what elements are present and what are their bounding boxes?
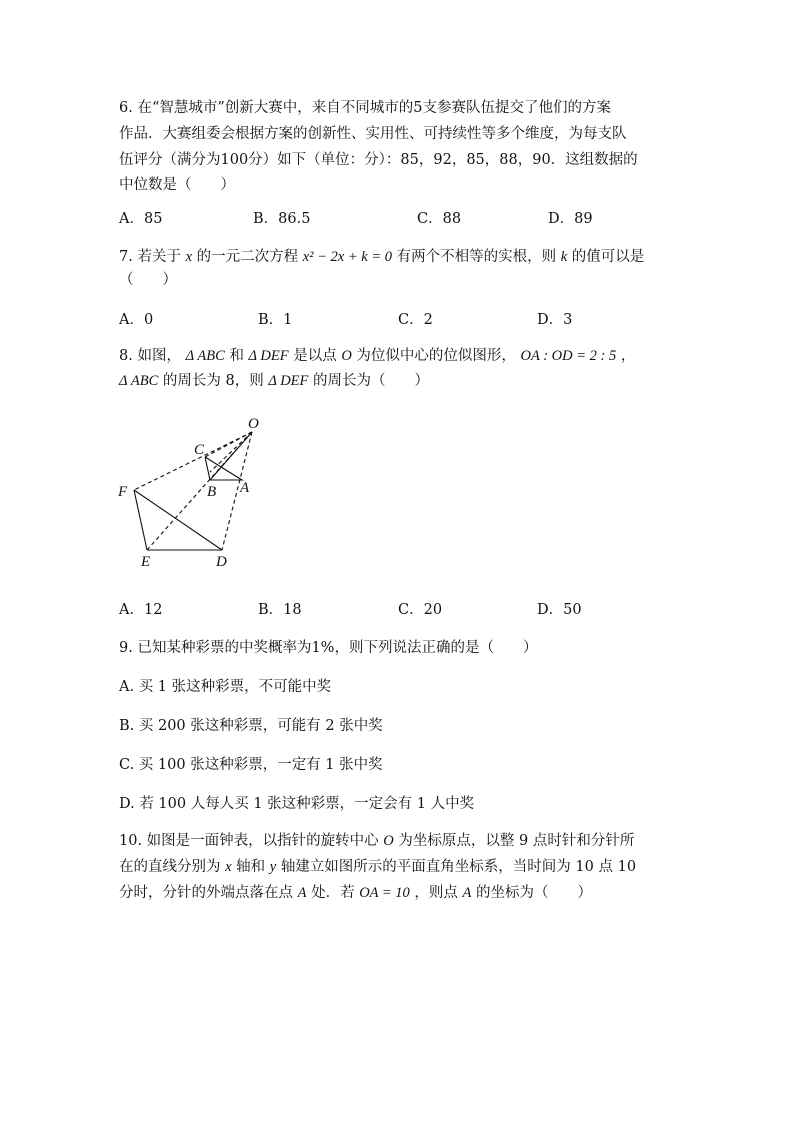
q6-option-b[interactable]: B．86.5	[253, 211, 311, 227]
homothety-figure	[110, 410, 280, 580]
q10-line2-mid: 轴和	[236, 859, 266, 875]
triangle-abc	[205, 457, 242, 480]
q10-line-2	[119, 857, 636, 877]
q7-line-1	[119, 247, 644, 267]
q7-equation: x² − 2x + k = 0	[302, 249, 392, 265]
q7-var-x: x	[185, 249, 192, 265]
q6-line-3: 伍评分（满分为100分）如下（单位：分）：85，92，85，88，90．这组数据的	[119, 152, 638, 168]
q10-point-a: A	[297, 885, 307, 901]
q8-option-d[interactable]: D．50	[537, 602, 582, 618]
q10-text-post: 为坐标原点，以整 9 点时针和分针所	[398, 833, 635, 849]
q8-line2-triangle-abc: Δ ABC	[119, 373, 159, 389]
label-e: E	[141, 554, 151, 570]
label-o: O	[248, 416, 259, 432]
q7-text-end: 的值可以是	[571, 249, 645, 265]
q8-text-mid: 是以点	[293, 348, 337, 364]
q7-text-pre: 7. 若关于	[119, 249, 181, 265]
q8-text-and: 和	[229, 348, 244, 364]
q10-line-1	[119, 831, 634, 851]
label-c: C	[194, 442, 205, 458]
q6-line-4: 中位数是（ ）	[119, 177, 235, 193]
q7-text-post: 有两个不相等的实根，则	[396, 249, 557, 265]
q10-line3-post: ，则点	[414, 885, 458, 901]
q8-line-2	[119, 371, 429, 391]
segment-f-e	[134, 490, 147, 550]
q8-line2-mid: 的周长为 8，则	[162, 373, 264, 389]
q10-line3-end: 的坐标为（ ）	[475, 885, 592, 901]
q6-line-2: 作品．大赛组委会根据方案的创新性、实用性、可持续性等多个维度，为每支队	[119, 126, 627, 142]
q8-option-c[interactable]: C．20	[398, 602, 443, 618]
q10-point-a-2: A	[462, 885, 472, 901]
q10-eq: OA = 10	[359, 885, 410, 901]
label-a: A	[240, 480, 250, 496]
q6-option-c[interactable]: C．88	[417, 211, 462, 227]
label-d: D	[216, 554, 227, 570]
q8-triangle-abc: Δ ABC	[185, 348, 225, 364]
q9-option-b[interactable]: B. 买 200 张这种彩票，可能有 2 张中奖	[119, 718, 383, 734]
q7-option-d[interactable]: D．3	[537, 312, 573, 328]
ray-o-f	[134, 432, 252, 490]
q10-line3-mid: 处．若	[311, 885, 355, 901]
q7-option-c[interactable]: C．2	[398, 312, 433, 328]
q8-line2-triangle-def: Δ DEF	[268, 373, 309, 389]
q9-option-a[interactable]: A. 买 1 张这种彩票，不可能中奖	[119, 679, 332, 695]
q8-triangle-def: Δ DEF	[248, 348, 289, 364]
q8-ratio: OA : OD = 2 : 5	[520, 348, 617, 364]
ray-o-c	[205, 432, 252, 457]
q8-line-1	[119, 346, 635, 366]
q8-text-pre: 8. 如图，	[119, 348, 181, 364]
q10-line2-pre: 在的直线分别为	[119, 859, 221, 875]
q6-option-d[interactable]: D．89	[548, 211, 593, 227]
q10-point-o: O	[383, 833, 394, 849]
q9-option-c[interactable]: C. 买 100 张这种彩票，一定有 1 张中奖	[119, 757, 383, 773]
q8-option-a[interactable]: A．12	[119, 602, 163, 618]
q8-line2-post: 的周长为（ ）	[313, 373, 429, 389]
q9-option-d[interactable]: D. 若 100 人每人买 1 张这种彩票，一定会有 1 人中奖	[119, 796, 475, 812]
q8-point-o: O	[341, 348, 352, 364]
q9-line-1: 9. 已知某种彩票的中奖概率为1%，则下列说法正确的是（ ）	[119, 640, 538, 656]
q6-line-1: 6. 在“智慧城市”创新大赛中，来自不同城市的5支参赛队伍提交了他们的方案	[119, 100, 611, 116]
ray-o-b	[210, 432, 252, 472]
q6-option-a[interactable]: A．85	[119, 211, 163, 227]
q7-option-b[interactable]: B．1	[258, 312, 293, 328]
q7-option-a[interactable]: A．0	[119, 312, 154, 328]
q10-line-3	[119, 883, 592, 903]
label-f: F	[118, 484, 128, 500]
q10-line3-pre: 分时，分针的外端点落在点	[119, 885, 293, 901]
q7-var-k: k	[560, 249, 568, 265]
q7-text-mid: 的一元二次方程	[196, 249, 299, 265]
q10-axis-y: y	[269, 859, 277, 875]
label-b: B	[207, 484, 217, 500]
q10-axis-x: x	[225, 859, 232, 875]
q10-text-pre: 10. 如图是一面钟表，以指针的旋转中心	[119, 833, 379, 849]
q7-line-2: （ ）	[119, 272, 177, 288]
q10-line2-post: 轴建立如图所示的平面直角坐标系，当时间为 10 点 10	[280, 859, 637, 875]
q8-text-post: 为位似中心的位似图形，	[356, 348, 516, 364]
q8-comma: ，	[620, 348, 636, 364]
q8-option-b[interactable]: B．18	[258, 602, 302, 618]
